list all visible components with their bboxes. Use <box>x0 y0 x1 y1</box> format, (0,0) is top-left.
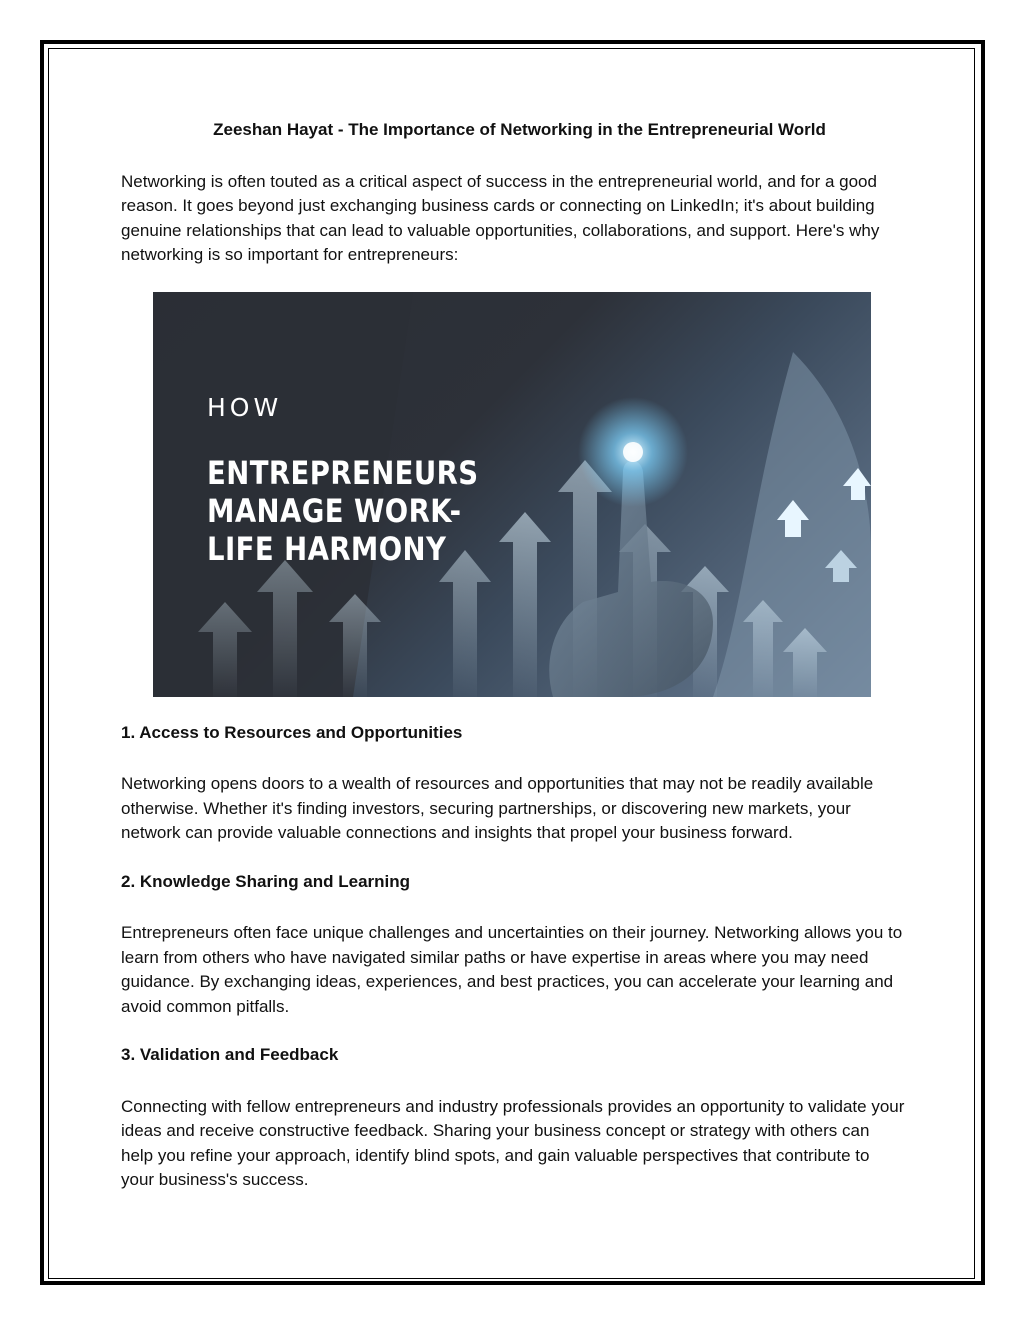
document-title: Zeeshan Hayat - The Importance of Networking in the Entrepreneurial World <box>213 120 826 139</box>
hero-image-line1: HOW <box>207 392 283 422</box>
hero-image <box>153 292 871 697</box>
intro-paragraph: Networking is often touted as a critical aspect of success in the entrepreneurial world, and for a good reason. It goes beyond just exchanging business cards or connecting on LinkedIn; it's about building genuine relationships that can lead to valuable opportunities, collaborations, and support. Here's why networking is so important for entrepreneurs: <box>121 171 880 264</box>
section-heading: 3. Validation and Feedback <box>121 1045 339 1064</box>
document-body <box>121 118 906 1193</box>
section-heading: 1. Access to Resources and Opportunities <box>121 722 463 742</box>
hero-image-line2: ENTREPRENEURS MANAGE WORK-LIFE HARMONY <box>207 453 479 568</box>
section-body: Entrepreneurs often face unique challenges and uncertainties on their journey. Networking allows you to learn from others who have navigated similar paths or have expertise in areas where you may need guidance. By exchanging ideas, experiences, and best practices, you can accelerate your learning and avoid common pitfalls. <box>121 923 903 1016</box>
section-body: Connecting with fellow entrepreneurs and industry professionals provides an opportunity to validate your ideas and receive constructive feedback. Sharing your business concept or strategy with others can help you refine your approach, identify blind spots, and gain valuable perspectives that contribute to your business's success. <box>121 1096 905 1189</box>
section-heading: 2. Knowledge Sharing and Learning <box>121 871 411 891</box>
section-body: Networking opens doors to a wealth of resources and opportunities that may not be readily available otherwise. Whether it's finding investors, securing partnerships, or discovering new markets, your network can provide valuable connections and insights that propel your business forward. <box>121 774 874 842</box>
